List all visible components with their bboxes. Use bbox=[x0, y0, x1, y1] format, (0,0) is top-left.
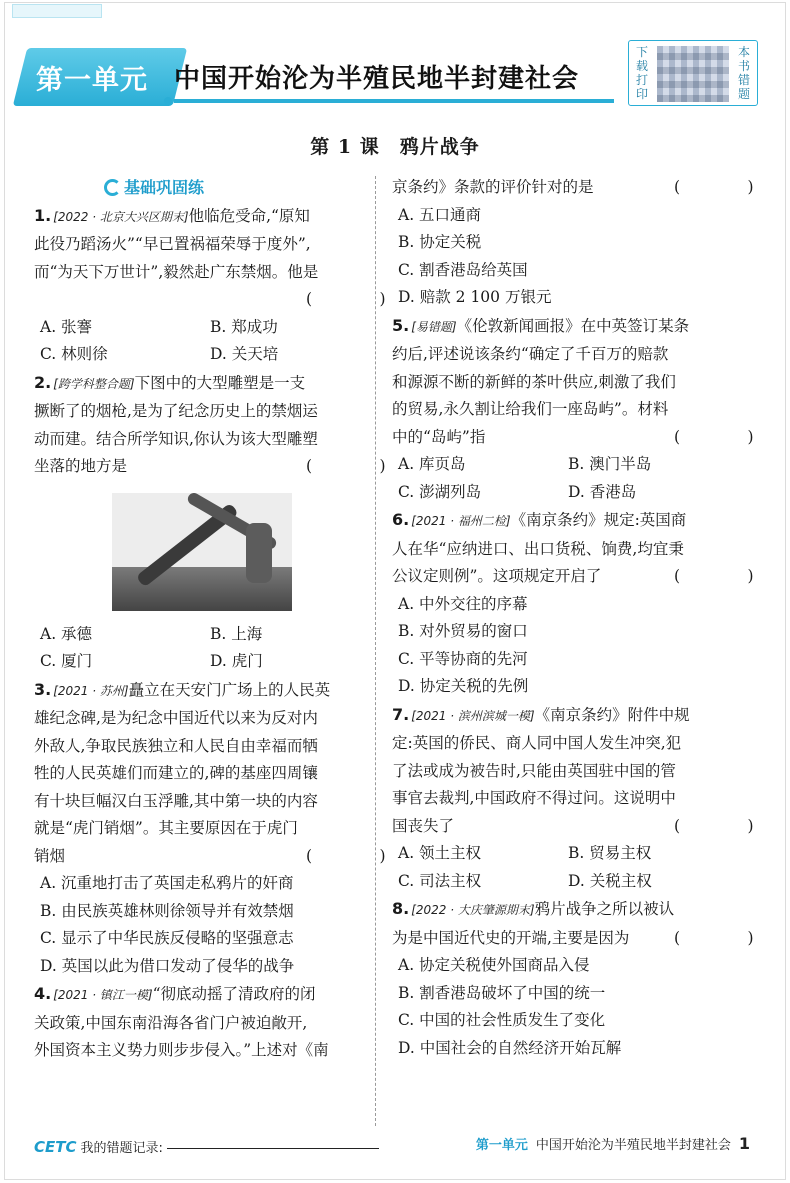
question-line: 的贸易,永久割让给我们一座岛屿”。材料 bbox=[392, 400, 669, 418]
question-line: 了法或成为被告时,只能由英国驻中国的管 bbox=[392, 761, 676, 780]
column-divider bbox=[375, 176, 376, 1126]
option-b[interactable]: B. 割香港岛破坏了中国的统一 bbox=[398, 983, 606, 1002]
option-d[interactable]: D. 赔款 2 100 万银元 bbox=[398, 288, 552, 306]
answer-paren[interactable]: ( ) bbox=[674, 928, 780, 947]
option-d[interactable]: D. 英国以此为借口发动了侵华的战争 bbox=[40, 956, 295, 975]
question-line: 和源源不断的新鲜的茶叶供应,刺激了我们 bbox=[392, 372, 676, 391]
answer-paren[interactable]: ( ) bbox=[306, 290, 412, 308]
option-a[interactable]: A. 承德 bbox=[40, 624, 93, 643]
answer-paren[interactable]: ( ) bbox=[306, 846, 412, 865]
section-title: 基础巩固练 bbox=[124, 178, 205, 197]
question-line: 撅断了的烟枪,是为了纪念历史上的禁烟运 bbox=[34, 402, 318, 420]
option-b[interactable]: B. 对外贸易的窗口 bbox=[398, 622, 528, 640]
qr-left-label: 下载打印 bbox=[635, 45, 648, 101]
option-a[interactable]: A. 沉重地打击了英国走私鸦片的奸商 bbox=[40, 874, 294, 892]
question-line: 外敌人,争取民族独立和人民自由幸福而牺 bbox=[34, 736, 318, 755]
option-b[interactable]: B. 贸易主权 bbox=[568, 844, 652, 862]
question-line: 而“为天下万世计”,毅然赴广东禁烟。他是 bbox=[34, 262, 319, 281]
option-c[interactable]: C. 司法主权 bbox=[398, 871, 482, 890]
question-source: [易错题] bbox=[411, 319, 457, 334]
option-d[interactable]: D. 关天培 bbox=[210, 345, 279, 363]
question-line: 公议定则例”。这项规定开启了 bbox=[392, 567, 602, 585]
question-line: 就是“虎门销烟”。其主要原因在于虎门 bbox=[34, 819, 298, 837]
option-a[interactable]: A. 五口通商 bbox=[398, 205, 482, 224]
question-8 bbox=[392, 895, 780, 1062]
option-a[interactable]: A. 中外交往的序幕 bbox=[398, 594, 528, 613]
question-line: 约后,评述说该条约“确定了千百万的赔款 bbox=[392, 345, 669, 363]
question-source: [2021 · 福州二检] bbox=[411, 514, 511, 528]
option-a[interactable]: A. 库页岛 bbox=[398, 455, 466, 473]
page-number: 1 bbox=[738, 1134, 750, 1153]
question-line: 此役乃蹈汤火”“早已置祸福荣辱于度外”, bbox=[34, 235, 311, 253]
option-d[interactable]: D. 中国社会的自然经济开始瓦解 bbox=[398, 1038, 622, 1057]
question-line: 鸦片战争之所以被认 bbox=[534, 900, 675, 918]
sculpture-photo bbox=[112, 493, 292, 611]
option-d[interactable]: D. 虎门 bbox=[210, 652, 263, 670]
option-d[interactable]: D. 香港岛 bbox=[568, 482, 637, 501]
question-number: 7. bbox=[392, 704, 410, 724]
section-heading bbox=[34, 174, 364, 202]
question-source: [跨学科整合题] bbox=[53, 376, 135, 391]
question-7 bbox=[392, 701, 780, 896]
answer-paren[interactable]: ( ) bbox=[674, 427, 780, 446]
question-line: 国丧失了 bbox=[392, 816, 455, 835]
question-number: 2. bbox=[34, 372, 52, 392]
lesson-title: 第 1 课 鸦片战争 bbox=[310, 136, 480, 158]
answer-paren[interactable]: ( ) bbox=[306, 457, 412, 475]
question-line: 他临危受命,“原知 bbox=[188, 206, 310, 225]
question-line: 定:英国的侨民、商人同中国人发生冲突,犯 bbox=[392, 734, 682, 752]
question-line: 矗立在天安门广场上的人民英 bbox=[128, 680, 331, 699]
question-number: 3. bbox=[34, 679, 52, 699]
option-c[interactable]: C. 林则徐 bbox=[40, 345, 108, 363]
question-number: 5. bbox=[392, 315, 410, 335]
question-source: [2021 · 滨州滨城一模] bbox=[411, 708, 535, 723]
photo-fist-shape bbox=[246, 523, 272, 583]
question-line: 《南京条约》规定:英国商 bbox=[510, 511, 687, 529]
option-a[interactable]: A. 协定关税使外国商品入侵 bbox=[398, 956, 590, 974]
qr-widget[interactable] bbox=[628, 40, 758, 106]
option-c[interactable]: C. 澎湖列岛 bbox=[398, 482, 482, 501]
question-source: [2022 · 北京大兴区期末] bbox=[53, 209, 189, 224]
answer-paren[interactable]: ( ) bbox=[674, 178, 780, 196]
question-2 bbox=[34, 369, 412, 676]
question-line: 有十块巨幅汉白玉浮雕,其中第一块的内容 bbox=[34, 791, 318, 810]
question-line: 外国资本主义势力则步步侵入。”上述对《南 bbox=[34, 1041, 329, 1059]
refresh-icon bbox=[104, 179, 121, 196]
option-c[interactable]: C. 厦门 bbox=[40, 652, 93, 670]
footer-unit-title: 中国开始沦为半殖民地半封建社会 bbox=[535, 1138, 731, 1153]
brand-logo: CETC bbox=[34, 1138, 77, 1156]
question-source: [2021 · 镇江一模] bbox=[53, 988, 153, 1002]
right-column bbox=[392, 174, 780, 1062]
option-c[interactable]: C. 中国的社会性质发生了变化 bbox=[398, 1011, 606, 1029]
qr-right-label: 本书错题 bbox=[737, 45, 750, 101]
option-a[interactable]: A. 领土主权 bbox=[398, 844, 482, 862]
footer-unit: 第一单元 bbox=[475, 1138, 528, 1153]
question-1 bbox=[34, 202, 412, 369]
footer-note-label: 我的错题记录: bbox=[80, 1141, 163, 1156]
question-line: 坐落的地方是 bbox=[34, 457, 128, 475]
footer-running-title bbox=[476, 1134, 750, 1153]
option-b[interactable]: B. 协定关税 bbox=[398, 233, 482, 251]
question-3 bbox=[34, 676, 412, 981]
question-5 bbox=[392, 312, 780, 507]
question-number: 8. bbox=[392, 899, 410, 918]
answer-paren[interactable]: ( ) bbox=[674, 567, 780, 585]
question-line: 动而建。结合所学知识,你认为该大型雕塑 bbox=[34, 429, 318, 448]
question-6 bbox=[392, 506, 780, 701]
question-line: 京条约》条款的评价针对的是 bbox=[392, 178, 594, 196]
question-line: 雄纪念碑,是为纪念中国近代以来为反对内 bbox=[34, 709, 318, 727]
question-line: 《南京条约》附件中规 bbox=[534, 705, 690, 724]
banner-underline bbox=[174, 99, 614, 103]
question-line: 关政策,中国东南沿海各省门户被迫敞开, bbox=[34, 1013, 308, 1032]
option-d[interactable]: D. 关税主权 bbox=[568, 871, 652, 890]
answer-paren[interactable]: ( ) bbox=[674, 816, 780, 835]
question-source: [2021 · 苏州] bbox=[53, 683, 129, 698]
question-4 bbox=[34, 980, 364, 1065]
question-number: 1. bbox=[34, 205, 52, 225]
question-line: 人在华“应纳进口、出口货税、饷费,均宜秉 bbox=[392, 539, 684, 558]
option-b[interactable]: B. 由民族英雄林则徐领导并有效禁烟 bbox=[40, 901, 294, 920]
option-b[interactable]: B. 澳门半岛 bbox=[568, 455, 652, 473]
question-line: “彻底动摇了清政府的闭 bbox=[152, 985, 316, 1003]
option-c[interactable]: C. 割香港岛给英国 bbox=[398, 260, 528, 279]
question-4-continued bbox=[392, 174, 780, 312]
qr-code-image[interactable] bbox=[657, 46, 729, 102]
question-line: 事官去裁判,中国政府不得过问。这说明中 bbox=[392, 789, 676, 807]
question-number: 4. bbox=[34, 984, 52, 1003]
top-tab-decoration bbox=[12, 4, 102, 18]
option-a[interactable]: A. 张謇 bbox=[40, 317, 93, 336]
note-write-line[interactable] bbox=[167, 1148, 379, 1149]
option-d[interactable]: D. 协定关税的先例 bbox=[398, 677, 529, 695]
question-line: 为是中国近代史的开端,主要是因为 bbox=[392, 928, 630, 947]
unit-title: 中国开始沦为半殖民地半封建社会 bbox=[174, 64, 580, 94]
banner-dot-decoration bbox=[164, 97, 172, 105]
unit-banner bbox=[14, 38, 624, 118]
unit-label: 第一单元 bbox=[36, 65, 148, 96]
option-c[interactable]: C. 显示了中华民族反侵略的坚强意志 bbox=[40, 929, 294, 947]
option-c[interactable]: C. 平等协商的先河 bbox=[398, 649, 528, 668]
left-column bbox=[34, 174, 412, 1065]
question-line: 中的“岛屿”指 bbox=[392, 427, 486, 446]
question-line: 销烟 bbox=[34, 846, 66, 865]
question-line: 下图中的大型雕塑是一支 bbox=[134, 373, 306, 392]
question-source: [2022 · 大庆肇源期末] bbox=[411, 903, 535, 917]
footer-notes bbox=[34, 1137, 379, 1156]
question-number: 6. bbox=[392, 510, 410, 529]
option-b[interactable]: B. 上海 bbox=[210, 624, 263, 643]
question-line: 牲的人民英雄们而建立的,碑的基座四周镶 bbox=[34, 764, 318, 782]
question-line: 《伦敦新闻画报》在中英签订某条 bbox=[456, 316, 690, 335]
option-b[interactable]: B. 郑成功 bbox=[210, 317, 278, 336]
